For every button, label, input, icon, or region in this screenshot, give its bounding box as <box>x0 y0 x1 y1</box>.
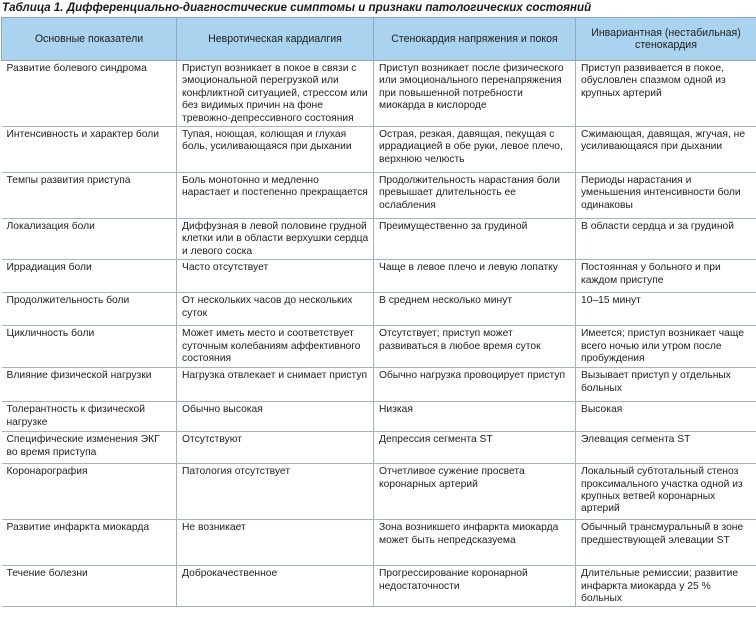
cell-unstable: Элевация сегмента ST <box>576 432 756 464</box>
row-label: Локализация боли <box>2 219 177 260</box>
cell-unstable: Имеется; приступ возникает чаще всего ночью или утром после пробуждения <box>576 326 756 368</box>
cell-angina: Чаще в левое плечо и левую лопатку <box>374 260 576 293</box>
cell-neurotic: Не возникает <box>177 520 374 566</box>
table-row <box>2 326 756 368</box>
cell-neurotic: Патология отсутствует <box>177 464 374 520</box>
cell-angina: Преимущественно за грудиной <box>374 219 576 260</box>
cell-unstable: Вызывает приступ у отдельных больных <box>576 368 756 402</box>
table-row <box>2 127 756 173</box>
row-label: Коронарография <box>2 464 177 520</box>
header-row <box>2 18 756 61</box>
table-row <box>2 432 756 464</box>
cell-unstable: Сжимающая, давящая, жгучая, не усиливающаяся при дыхании <box>576 127 756 173</box>
cell-angina: Приступ возникает после физического или эмоционального перенапряжения при повышенной потребности миокарда в кислороде <box>374 61 576 127</box>
row-label: Иррадиация боли <box>2 260 177 293</box>
row-label: Течение болезни <box>2 566 177 607</box>
cell-unstable: Длительные ремиссии; развитие инфаркта миокарда у 25 % больных <box>576 566 756 607</box>
header-indicators: Основные показатели <box>2 18 177 61</box>
cell-angina: Продолжительность нарастания боли превышает длительность ее ослабления <box>374 173 576 219</box>
row-label: Продолжительность боли <box>2 293 177 326</box>
row-label: Развитие инфаркта миокарда <box>2 520 177 566</box>
cell-angina: Отсутствует; приступ может развиваться в любое время суток <box>374 326 576 368</box>
table-row <box>2 368 756 402</box>
table-row <box>2 520 756 566</box>
cell-neurotic: Доброкачественное <box>177 566 374 607</box>
cell-neurotic: Обычно высокая <box>177 402 374 432</box>
table-row <box>2 61 756 127</box>
header-neurotic-cardialgia: Невротическая кардиалгия <box>177 18 374 61</box>
table-caption: Таблица 1. Дифференциально-диагностические симптомы и признаки патологических состояний <box>2 1 592 14</box>
cell-angina: Низкая <box>374 402 576 432</box>
cell-unstable: Высокая <box>576 402 756 432</box>
table-row <box>2 173 756 219</box>
row-label: Толерантность к физической нагрузке <box>2 402 177 432</box>
header-unstable-angina: Инвариантная (нестабильная) стенокардия <box>576 18 756 61</box>
table-row <box>2 293 756 326</box>
table-row <box>2 219 756 260</box>
cell-neurotic: Боль монотонно и медленно нарастает и постепенно прекращается <box>177 173 374 219</box>
cell-angina: Обычно нагрузка провоцирует приступ <box>374 368 576 402</box>
cell-unstable: В области сердца и за грудиной <box>576 219 756 260</box>
cell-unstable: Постоянная у больного и при каждом приступе <box>576 260 756 293</box>
row-label: Специфические изменения ЭКГ во время приступа <box>2 432 177 464</box>
cell-angina: Прогрессирование коронарной недостаточности <box>374 566 576 607</box>
cell-neurotic: Диффузная в левой половине грудной клетки или в области верхушки сердца и левого соска <box>177 219 374 260</box>
row-label: Темпы развития приступа <box>2 173 177 219</box>
cell-angina: Зона возникшего инфаркта миокарда может быть непредсказуема <box>374 520 576 566</box>
cell-neurotic: Нагрузка отвлекает и снимает приступ <box>177 368 374 402</box>
cell-neurotic: Часто отсутствует <box>177 260 374 293</box>
cell-angina: Отчетливое сужение просвета коронарных артерий <box>374 464 576 520</box>
cell-unstable: Приступ развивается в покое, обусловлен спазмом одной из крупных артерий <box>576 61 756 127</box>
row-label: Цикличность боли <box>2 326 177 368</box>
cell-neurotic: От нескольких часов до нескольких суток <box>177 293 374 326</box>
row-label: Влияние физической нагрузки <box>2 368 177 402</box>
cell-angina: Острая, резкая, давящая, пекущая с иррадиацией в обе руки, левое плечо, верхнюю челюсть <box>374 127 576 173</box>
diagnostic-table <box>1 17 756 607</box>
cell-unstable: Периоды нарастания и уменьшения интенсивности боли одинаковы <box>576 173 756 219</box>
table-row <box>2 566 756 607</box>
cell-neurotic: Отсутствуют <box>177 432 374 464</box>
table-row <box>2 402 756 432</box>
cell-neurotic: Приступ возникает в покое в связи с эмоциональной перегрузкой или конфликтной ситуацией, стрессом или без видимых причин на фоне тревожно-депрессивного состояния <box>177 61 374 127</box>
cell-unstable: Обычный трансмуральный в зоне предшествующей элевации ST <box>576 520 756 566</box>
cell-angina: Депрессия сегмента ST <box>374 432 576 464</box>
row-label: Развитие болевого синдрома <box>2 61 177 127</box>
cell-unstable: Локальный субтотальный стеноз проксимального участка одной из крупных ветвей коронарных артерий <box>576 464 756 520</box>
table-row <box>2 260 756 293</box>
table-row <box>2 464 756 520</box>
cell-neurotic: Тупая, ноющая, колющая и глухая боль, усиливающаяся при дыхании <box>177 127 374 173</box>
row-label: Интенсивность и характер боли <box>2 127 177 173</box>
cell-angina: В среднем несколько минут <box>374 293 576 326</box>
header-angina-effort-rest: Стенокардия напряжения и покоя <box>374 18 576 61</box>
cell-unstable: 10–15 минут <box>576 293 756 326</box>
cell-neurotic: Может иметь место и соответствует суточным колебаниям аффективного состояния <box>177 326 374 368</box>
